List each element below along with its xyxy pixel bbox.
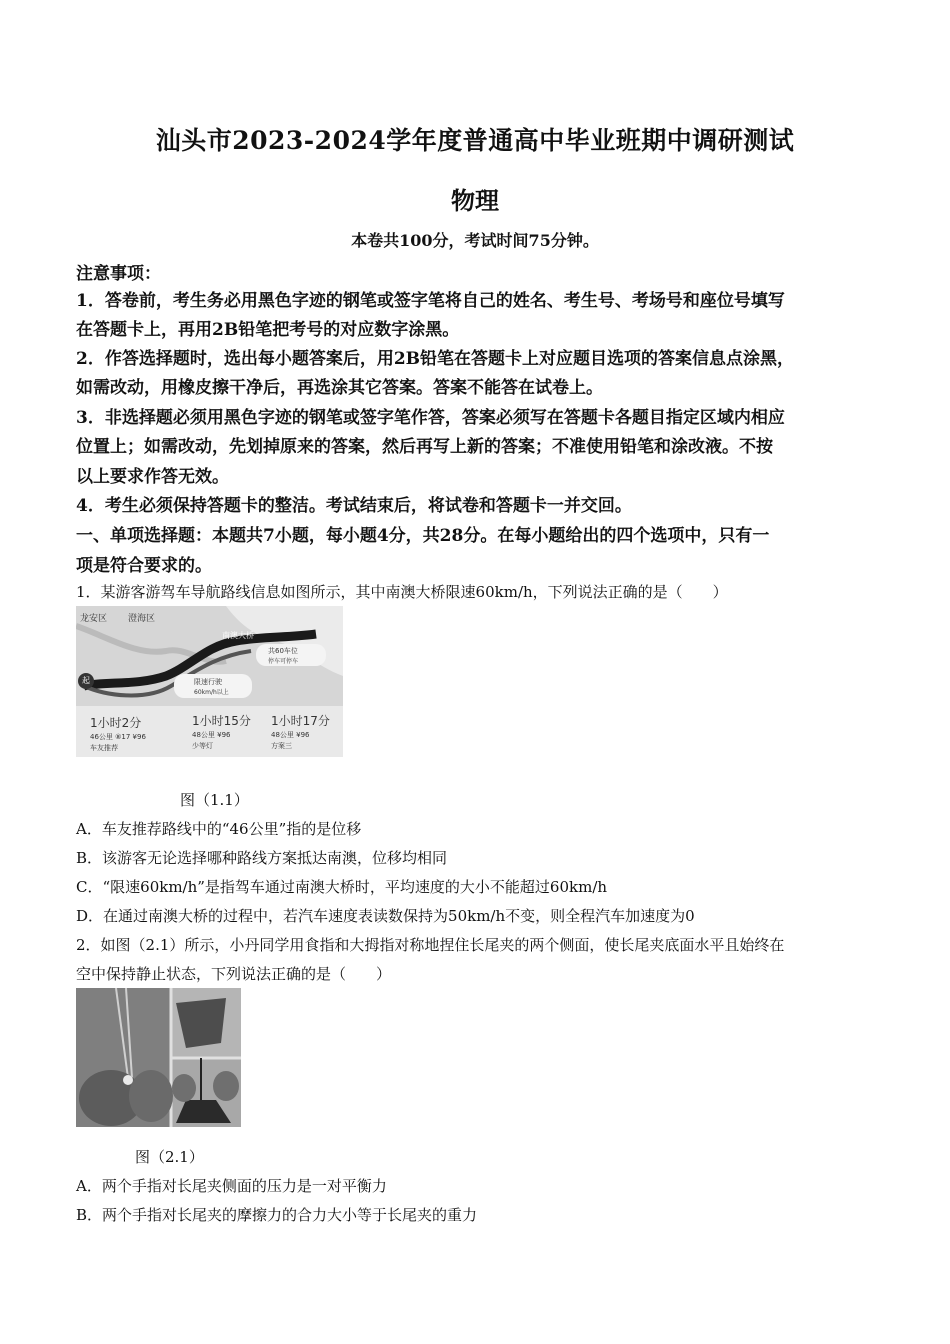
section-heading: 一、单项选择题：本题共7小题，每小题4分，共28分。在每小题给出的四个选项中，只有一 — [76, 526, 770, 546]
notice-line: 3．非选择题必须用黑色字迹的钢笔或签字笔作答，答案必须写在答题卡各题目指定区域内相应 — [76, 408, 785, 428]
subject-title: 物理 — [451, 186, 499, 215]
question-1-stem: 1．某游客游驾车导航路线信息如图所示，其中南澳大桥限速60km/h，下列说法正确的是（ ） — [76, 583, 728, 601]
notice-line: 2．作答选择题时，选出每小题答案后，用2B铅笔在答题卡上对应题目选项的答案信息点涂黑， — [76, 349, 795, 369]
exam-intro: 本卷共100分，考试时间75分钟。 — [351, 231, 599, 250]
map-label-district: 龙安区 — [80, 614, 108, 624]
map-label-district: 澄海区 — [128, 614, 156, 624]
map-start-marker: 起 — [82, 676, 90, 685]
map-badge: 限速行驶 — [194, 678, 222, 686]
option-a: A．两个手指对长尾夹侧面的压力是一对平衡力 — [76, 1177, 387, 1195]
option-b: B．两个手指对长尾夹的摩擦力的合力大小等于长尾夹的重力 — [76, 1206, 478, 1224]
clip-photo-drawing — [76, 988, 241, 1127]
map-badge: 停车可停车 — [268, 658, 299, 665]
notice-heading: 注意事项： — [76, 264, 161, 284]
route-info: 48公里 ¥96 — [192, 731, 231, 739]
figure-caption: 图（2.1） — [135, 1148, 204, 1166]
route-info: 48公里 ¥96 — [271, 731, 310, 739]
question-2-stem: 2．如图（2.1）所示，小丹同学用食指和大拇指对称地捏住长尾夹的两个侧面，使长尾夹底面水平且始终在 — [76, 936, 785, 954]
map-label-bridge: 南澳大桥 — [222, 631, 254, 640]
route-options-panel — [76, 706, 343, 757]
notice-line: 以上要求作答无效。 — [76, 467, 229, 487]
notice-line: 如需改动，用橡皮擦干净后，再选涂其它答案。答案不能答在试卷上。 — [76, 378, 603, 398]
map-badge: 60km/h以上 — [194, 689, 229, 696]
option-a: A．车友推荐路线中的“46公里”指的是位移 — [76, 820, 362, 838]
option-c: C．“限速60km/h”是指驾车通过南澳大桥时，平均速度的大小不能超过60km/h — [76, 878, 608, 896]
navigation-map-figure — [76, 606, 343, 757]
notice-line: 在答题卡上，再用2B铅笔把考号的对应数字涂黑。 — [76, 320, 460, 340]
binder-clip-photo — [76, 988, 241, 1127]
notice-line: 4．考生必须保持答题卡的整洁。考试结束后，将试卷和答题卡一并交回。 — [76, 496, 632, 516]
question-2-stem: 空中保持静止状态，下列说法正确的是（ ） — [76, 965, 392, 983]
option-d: D．在通过南澳大桥的过程中，若汽车速度表读数保持为50km/h不变，则全程汽车加速度为0 — [76, 907, 695, 925]
section-heading: 项是符合要求的。 — [76, 556, 212, 576]
route-time: 1小时15分 — [192, 714, 251, 728]
route-info: 46公里 ⑧17 ¥96 — [90, 733, 146, 741]
route-tag: 少等灯 — [192, 742, 213, 750]
exam-title: 汕头市2023-2024学年度普通高中毕业班期中调研测试 — [155, 126, 795, 155]
option-b: B．该游客无论选择哪种路线方案抵达南澳，位移均相同 — [76, 849, 448, 867]
route-tag: 车友推荐 — [90, 744, 118, 752]
figure-caption: 图（1.1） — [180, 791, 249, 809]
notice-line: 位置上；如需改动，先划掉原来的答案，然后再写上新的答案；不准使用铅笔和涂改液。不按 — [76, 437, 773, 457]
notice-line: 1．答卷前，考生务必用黑色字迹的钢笔或签字笔将自己的姓名、考生号、考场号和座位号填写 — [76, 291, 785, 311]
route-time: 1小时17分 — [271, 714, 330, 728]
route-tag: 方案三 — [271, 742, 292, 750]
map-badge: 共60车位 — [268, 647, 298, 655]
route-time: 1小时2分 — [90, 716, 142, 730]
